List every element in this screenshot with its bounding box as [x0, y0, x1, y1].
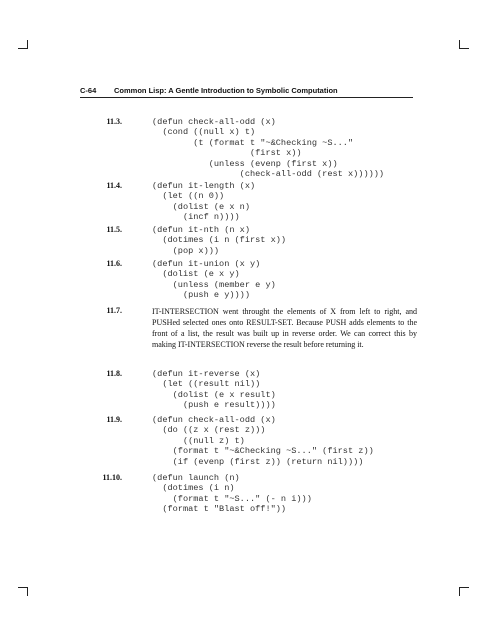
answer-number: 11.10. — [102, 473, 122, 482]
answer-11-3 — [106, 117, 422, 180]
code-block: (defun check-all-odd (x) (cond ((null x) t) (t (format t "~&Checking ~S..." (first x)) (unless (evenp (first x)) (check-all-odd (rest x)))))) — [152, 117, 385, 180]
answer-11-8 — [106, 369, 422, 411]
crop-mark-top-right-h — [460, 48, 469, 49]
code-block: (defun it-nth (n x) (dotimes (i n (first x)) (pop x))) — [152, 225, 287, 256]
page-number: C-64 — [80, 86, 97, 95]
crop-mark-bottom-left-v — [27, 587, 28, 596]
crop-mark-top-left-h — [18, 48, 27, 49]
answer-number: 11.5. — [106, 225, 122, 234]
crop-mark-bottom-right-v — [459, 587, 460, 596]
code-block: (defun it-union (x y) (dolist (e x y) (unless (member e y) (push e y)))) — [152, 259, 276, 301]
answer-11-4 — [106, 181, 422, 223]
answer-11-6 — [106, 259, 422, 301]
book-title: Common Lisp: A Gentle Introduction to Symbolic Computation — [114, 86, 338, 95]
code-block: (defun it-reverse (x) (let ((result nil)) (dolist (e x result) (push e result)))) — [152, 369, 276, 411]
answer-11-10 — [102, 473, 422, 515]
answer-text: IT-INTERSECTION went throught the elements of X from left to right, and PUSHed selected ones onto RESULT-SET. Because PUSH adds elements to the front of a list, the result was built up in reverse order. We can correct this by making IT-INTERSECTION reverse the result before returning it. — [152, 307, 417, 349]
answer-11-7 — [106, 306, 422, 350]
answer-number: 11.4. — [106, 181, 122, 190]
code-block: (defun check-all-odd (x) (do ((z x (rest z))) ((null z) t) (format t "~&Checking ~S..." (first z)) (if (evenp (first z)) (return nil)))) — [152, 415, 374, 467]
code-block: (defun it-length (x) (let ((n 0)) (dolist (e x n) (incf n)))) — [152, 181, 256, 223]
crop-mark-bottom-right-h — [460, 587, 469, 588]
answer-number: 11.6. — [106, 259, 122, 268]
answer-11-5 — [106, 225, 422, 256]
answer-number: 11.3. — [106, 117, 122, 126]
answer-number: 11.8. — [106, 369, 122, 378]
crop-mark-bottom-left-h — [18, 587, 27, 588]
answer-number: 11.7. — [106, 306, 122, 315]
crop-mark-top-left-v — [27, 40, 28, 49]
answer-number: 11.9. — [106, 415, 122, 424]
answer-11-9 — [106, 415, 422, 467]
code-block: (defun launch (n) (dotimes (i n) (format t "~S..." (- n i))) (format t "Blast off!")) — [152, 473, 312, 515]
running-header — [80, 86, 413, 98]
